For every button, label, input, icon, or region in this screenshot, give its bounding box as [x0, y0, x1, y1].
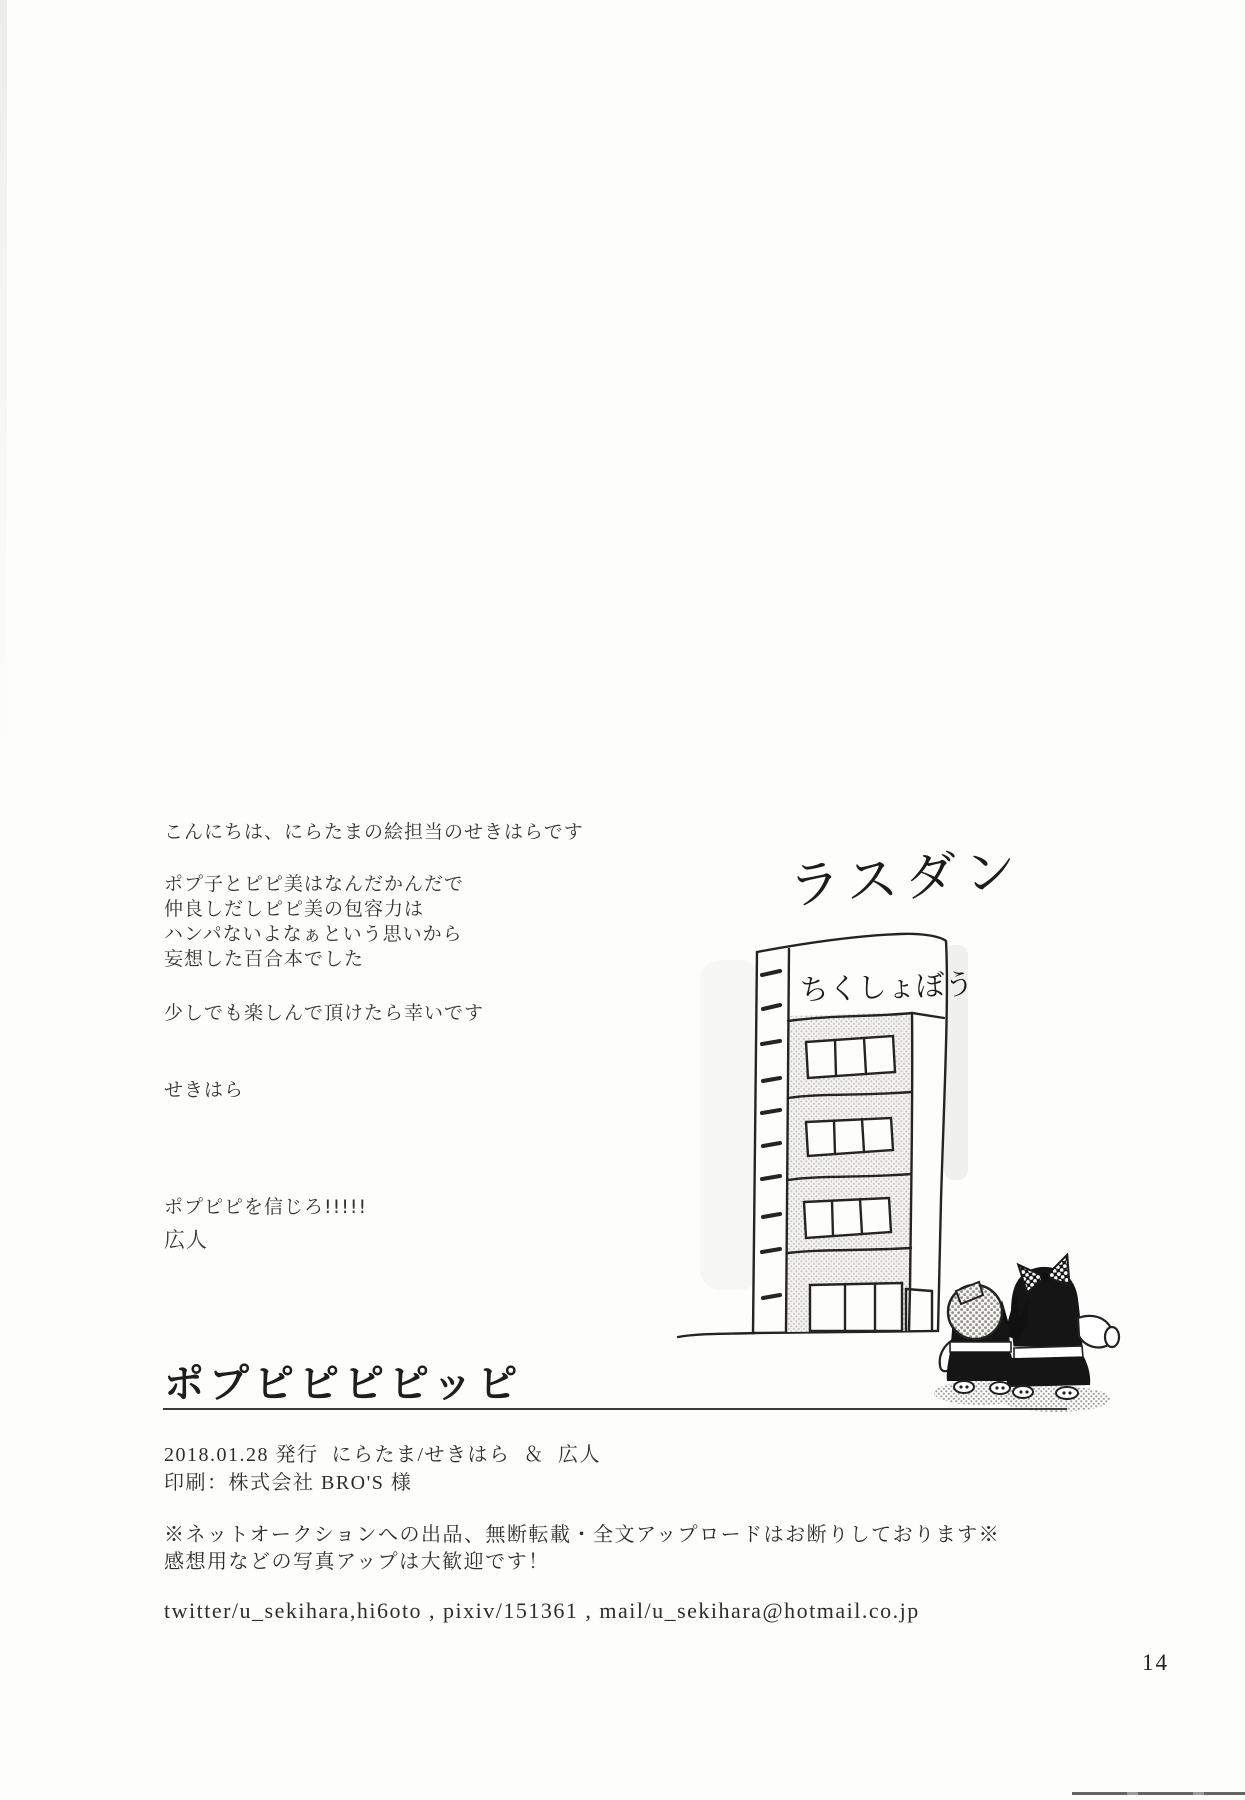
signature-hiroto: 広人 — [164, 1228, 208, 1252]
building-sign-text: ちくしょぼう — [799, 966, 975, 1007]
signature-sekihara: せきはら — [164, 1079, 245, 1101]
notice-line-1: ※ネットオークションへの出品、無断転載・全文アップロードはお断りしております※ — [164, 1524, 1001, 1546]
greeting-text: こんにちは、にらたまの絵担当のせきはらです — [164, 821, 584, 843]
book-title: ポプピピピピッピ — [164, 1361, 523, 1407]
notice-line-2: 感想用などの写真アップは大歓迎です！ — [164, 1551, 550, 1573]
publish-line: 2018.01.28 発行 にらたま/せきはら ＆ 広人 — [164, 1444, 602, 1466]
paragraph-line: 妄想した百合本でした — [164, 948, 365, 970]
scan-shading — [700, 960, 760, 1290]
scan-edge-smudge — [0, 0, 7, 760]
popuko-figure — [940, 1282, 1028, 1394]
caption-rasudan: ラスダン — [786, 840, 1026, 917]
page-number: 14 — [1142, 1650, 1169, 1675]
paragraph-line: ハンパないよなぁという思いから — [164, 923, 463, 945]
title-rule — [163, 1408, 1067, 1410]
afterword-illustration — [600, 820, 1130, 1420]
paragraph-line: 仲良しだしピピ美の包容力は — [164, 898, 425, 920]
contact-line: twitter/u_sekihara,hi6oto , pixiv/151361 , mail/u_sekihara@hotmail.co.jp — [164, 1598, 920, 1623]
paragraph-line: ポプ子とピピ美はなんだかんだで — [164, 873, 465, 895]
hiroto-message: ポプピピを信じろ!!!!! — [164, 1196, 368, 1218]
print-line: 印刷：株式会社 BRO'S 様 — [164, 1472, 413, 1494]
afterword-paragraph — [164, 872, 464, 972]
closing-text: 少しでも楽しんで頂けたら幸いです — [164, 1002, 485, 1024]
popuko-pipimi-characters — [934, 1255, 1119, 1412]
scan-artifact-line — [1072, 1792, 1245, 1795]
